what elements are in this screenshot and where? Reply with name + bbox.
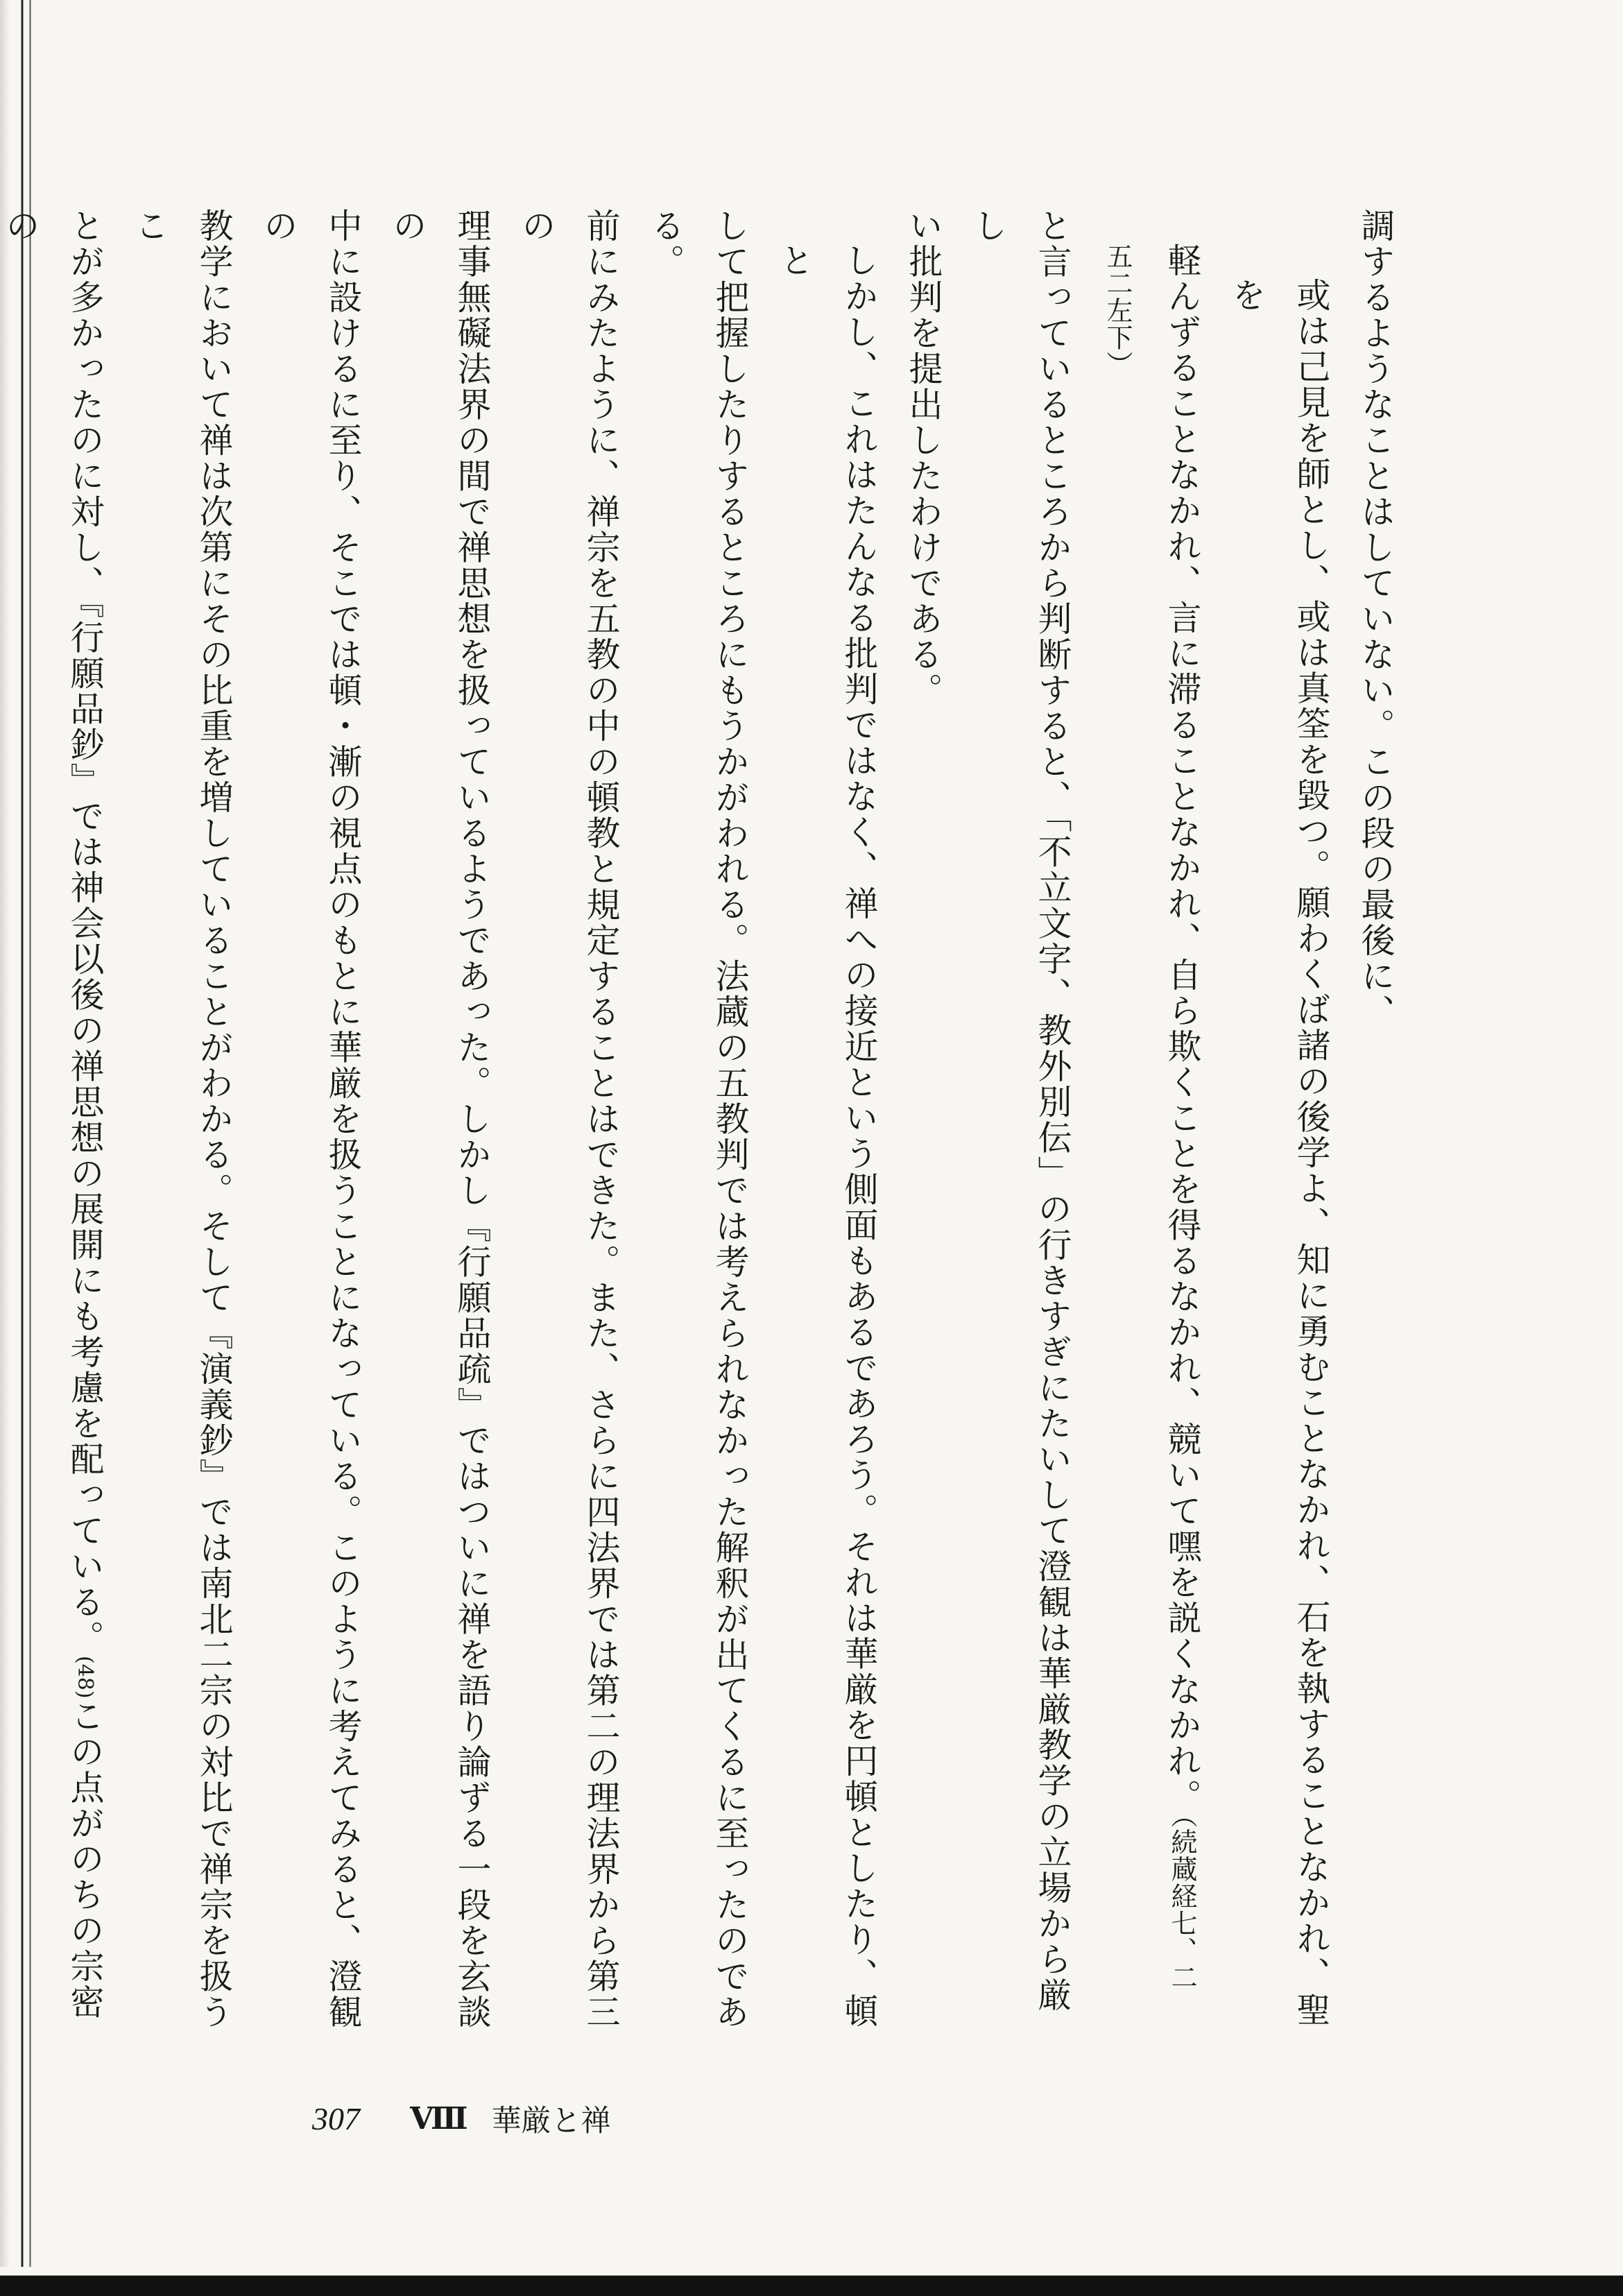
text-line <box>0 208 117 2039</box>
paragraph-start-line: しかし、これはたんなる批判ではなく、禅への接近という側面もあるであろう。それは華厳を円頓としたり、頓と <box>775 243 879 2029</box>
citation: （続蔵経七、二 <box>1167 1815 1197 1991</box>
note-reference: (48) <box>73 1656 97 1699</box>
text-line: 中に設けるに至り、そこでは頓・漸の視点のもとに華厳を扱うことになっている。このように考えてみると、澄観の <box>259 208 363 2030</box>
text-line: 前にみたように、禅宗を五教の中の頓教と規定することはできた。また、さらに四法界では第二の理法界から第三の <box>517 208 621 2030</box>
quote-text: 軽んずることなかれ、言に滞ることなかれ、自ら欺くことを得るなかれ、競いて嘿を説くなかれ。 <box>1162 243 1202 1815</box>
text-line: 理事無礙法界の間で禅思想を扱っているようであった。しかし『行願品疏』ではついに禅を語り論ずる一段を玄談の <box>388 208 492 2030</box>
chapter-number: Ⅷ <box>410 2101 468 2136</box>
line-text: とが多かったのに対し、『行願品鈔』では神会以後の禅思想の展開にも考慮を配っている。 <box>65 208 105 1656</box>
text-line: 教学において禅は次第にその比重を増していることがわかる。そして『演義鈔』では南北二宗の対比で禅宗を扱うこ <box>130 208 234 2030</box>
line-text: この点がのちの宗密の <box>1 208 105 2021</box>
chapter-title: 華厳と禅 <box>491 2103 611 2139</box>
text-line: い批判を提出したわけである。 <box>904 208 943 708</box>
text-line: 調するようなことはしていない。この段の最後に、 <box>1356 208 1396 1030</box>
quote-line <box>1149 208 1214 2039</box>
scan-bottom-band <box>0 2267 1623 2296</box>
text-line: と言っているところから判断すると、「不立文字、教外別伝」の行きすぎにたいして澄観は華厳教学の立場から厳し <box>968 208 1072 2013</box>
vertical-text-body <box>0 208 1408 2039</box>
quote-line: 或は己見を師とし、或は真筌を毀つ。願わくば諸の後学よ、知に勇むことなかれ、石を執することなかれ、聖を <box>1227 277 1331 2028</box>
text-line: して把握したりするところにもうかがわれる。法蔵の五教判では考えられなかった解釈が出てくるに至ったのである。 <box>646 208 750 2030</box>
page-number: 307 <box>312 2100 360 2136</box>
citation-line: 五二左下） <box>1102 243 1133 378</box>
page-footer <box>312 2098 611 2139</box>
